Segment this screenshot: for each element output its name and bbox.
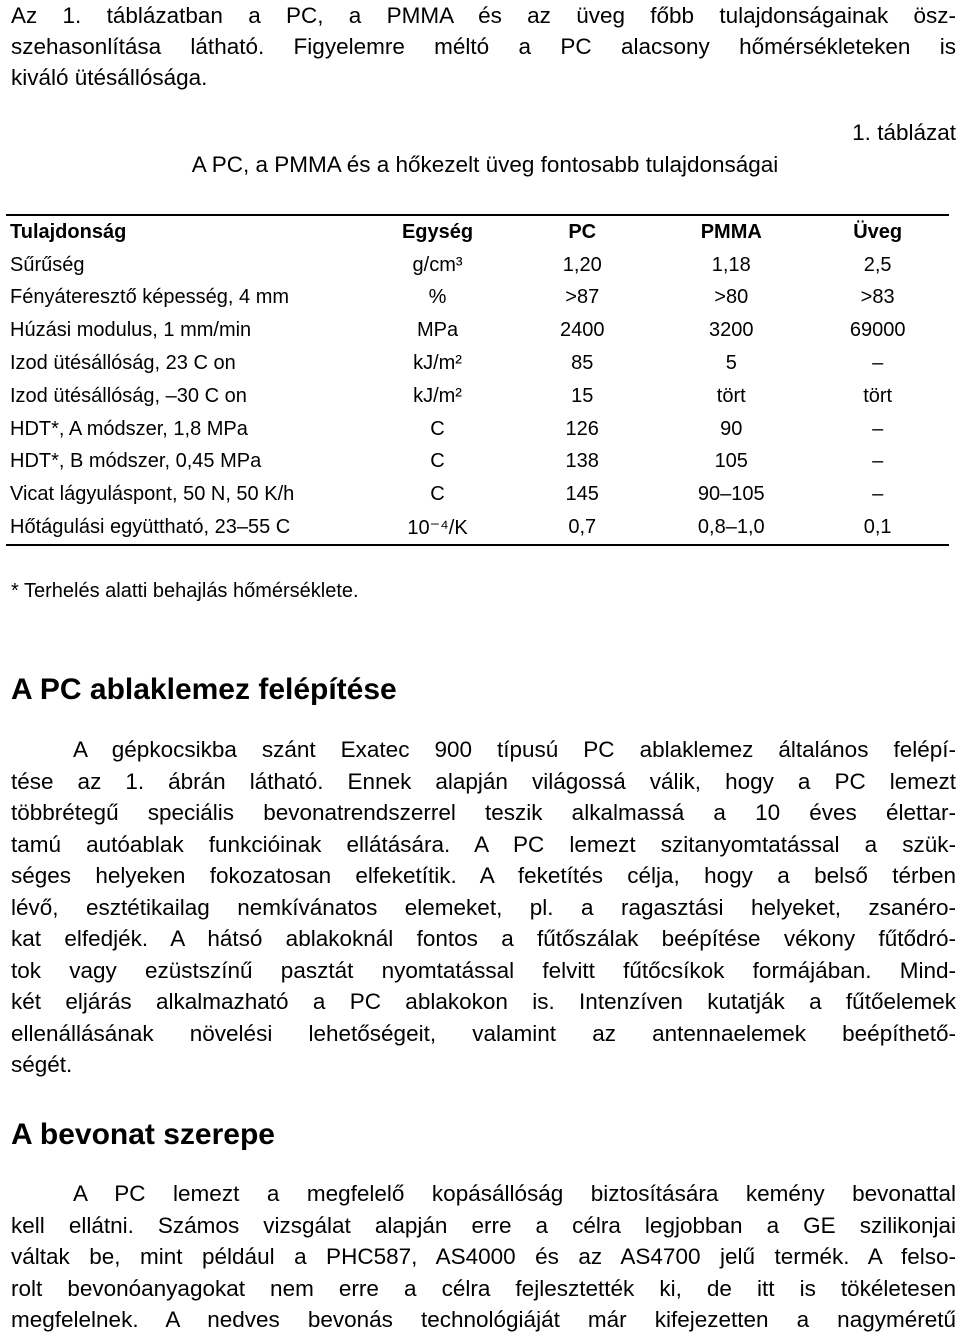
header-pmma: PMMA [700,220,762,243]
table-cell: 2400 [559,319,605,342]
table-cell: Sűrűség [10,253,85,276]
table-cell: Vicat lágyuláspont, 50 N, 50 K/h [10,483,295,506]
header-property: Tulajdonság [10,220,127,243]
table-cell: – [872,352,884,375]
table-footnote: * Terhelés alatti behajlás hőmérséklete. [11,580,359,602]
table-cell: 15 [571,384,594,407]
table-cell: 138 [565,450,599,473]
table-row [6,446,949,479]
table-cell: >83 [860,286,895,309]
table-cell: Izod ütésállóság, 23 C on [10,352,236,375]
paragraph-line: tok vagy ezüstszínű pasztát nyomtatással felvitt fűtőcsíkok formájában. Mind- [11,957,956,983]
table-cell: tört [863,384,893,407]
table-cell: 2,5 [863,253,892,276]
paragraph-line: váltak be, mint például a PHC587, AS4000 és az AS4700 jelű termék. A felso- [11,1244,956,1269]
paragraph-line: rolt bevonóanyagokat nem erre a célra fejlesztették ki, de itt is tökéletesen [11,1275,956,1301]
paragraph-line: többrétegű speciális bevonatrendszerrel teszik alkalmassá a 10 éves élettar- [11,800,956,825]
table-cell: >80 [714,286,749,309]
paragraph-line: séges helyeken fokozatosan elfeketítik. A feketítés célja, hogy a belső térben [11,863,956,888]
table-cell: 126 [565,417,599,440]
table-cell: 0,1 [863,516,892,539]
table-cell: Hőtágulási együttható, 23–55 C [10,516,291,539]
paragraph-line: lévő, esztétikailag nemkívánatos elemeket, pl. a ragasztási helyeket, zsanéro- [11,894,956,920]
table-cell: 5 [725,352,737,375]
table-cell: kJ/m² [413,352,462,375]
table-cell: g/cm³ [412,253,463,276]
table-cell: HDT*, B módszer, 0,45 MPa [10,450,262,473]
table-cell: 10⁻⁴/K [407,517,468,540]
table-row [6,249,949,282]
section-heading-coating: A bevonat szerepe [11,1118,275,1151]
table-row [6,282,949,315]
section-heading-structure: A PC ablaklemez felépítése [11,673,397,706]
paragraph-structure [11,734,956,1081]
table-cell: >87 [565,286,600,309]
paragraph-line: ségét. [11,1052,73,1077]
table-row [6,380,949,413]
intro-line-2: szehasonlítása látható. Figyelemre méltó a PC alacsony hőmérsékleteken is [11,34,956,59]
table-cell: MPa [416,319,459,342]
table-cell: 85 [571,352,594,375]
table-row [6,478,949,511]
table-cell: C [430,483,445,506]
paragraph-line: ellenállásának növelési lehetőségeit, valamint az antennaelemek beépíthető- [11,1020,956,1046]
table-cell: 1,18 [711,253,751,276]
table-cell: 69000 [849,319,906,342]
table-row [6,413,949,446]
table-cell: tört [716,384,746,407]
table-number: 1. táblázat [852,120,956,145]
table-cell: 105 [714,450,748,473]
table-row [6,347,949,380]
paragraph-line: kell ellátni. Számos vizsgálat alapján erre a célra legjobban a GE szilikonjai [11,1212,956,1238]
table-cell: 1,20 [562,253,602,276]
table-cell: 0,7 [568,516,597,539]
table-caption: A PC, a PMMA és a hőkezelt üveg fontosabb tulajdonságai [191,152,779,177]
paragraph-line: A PC lemezt a megfelelő kopásállóság biztosítására kemény bevonattal [73,1181,956,1206]
header-pc: PC [568,220,597,243]
table-cell: 90 [720,417,743,440]
table-cell: 90–105 [697,483,765,506]
paragraph-line: kat elfedjék. A hátsó ablakoknál fontos a fűtőszálak beépítése vékony fűtődró- [11,926,956,951]
paragraph-line: tamú autóablak funkcióinak ellátására. A PC lemezt szitanyomtatással a szük- [11,831,956,857]
paragraph-line: tése az 1. ábrán látható. Ennek alapján világossá válik, hogy a PC lemezt [11,768,956,794]
table-cell: – [872,483,884,506]
intro-line-3: kiváló ütésállósága. [11,65,208,90]
paragraph-line: megfelelnek. A nedves bevonás technológiáját már kifejezetten a nagyméretű [11,1307,956,1332]
header-glass: Üveg [853,220,903,243]
table-row [6,314,949,347]
table-cell: – [872,450,884,473]
properties-table [6,214,949,546]
paragraph-line: A gépkocsikba szánt Exatec 900 típusú PC ablaklemez általános felépí- [73,737,956,762]
table-cell: kJ/m² [413,384,462,407]
table-cell: 145 [565,483,599,506]
intro-line-1: Az 1. táblázatban a PC, a PMMA és az üveg főbb tulajdonságainak ösz- [11,3,956,28]
table-cell: Fényáteresztő képesség, 4 mm [10,286,290,309]
header-unit: Egység [401,220,474,243]
paragraph-line: két eljárás alkalmazható a PC ablakokon is. Intenzíven kutatják a fűtőelemek [11,989,956,1014]
table-row [6,511,949,545]
table-header-row [6,215,949,249]
table-cell: Húzási modulus, 1 mm/min [10,319,252,342]
table-cell: HDT*, A módszer, 1,8 MPa [10,417,248,440]
table-cell: % [428,286,447,309]
table-cell: 0,8–1,0 [697,516,765,539]
table-cell: Izod ütésállóság, –30 C on [10,384,247,407]
table-cell: 3200 [709,319,754,342]
paragraph-coating [11,1178,956,1336]
table-cell: C [430,417,445,440]
table-cell: – [872,417,884,440]
table-cell: C [430,450,445,473]
